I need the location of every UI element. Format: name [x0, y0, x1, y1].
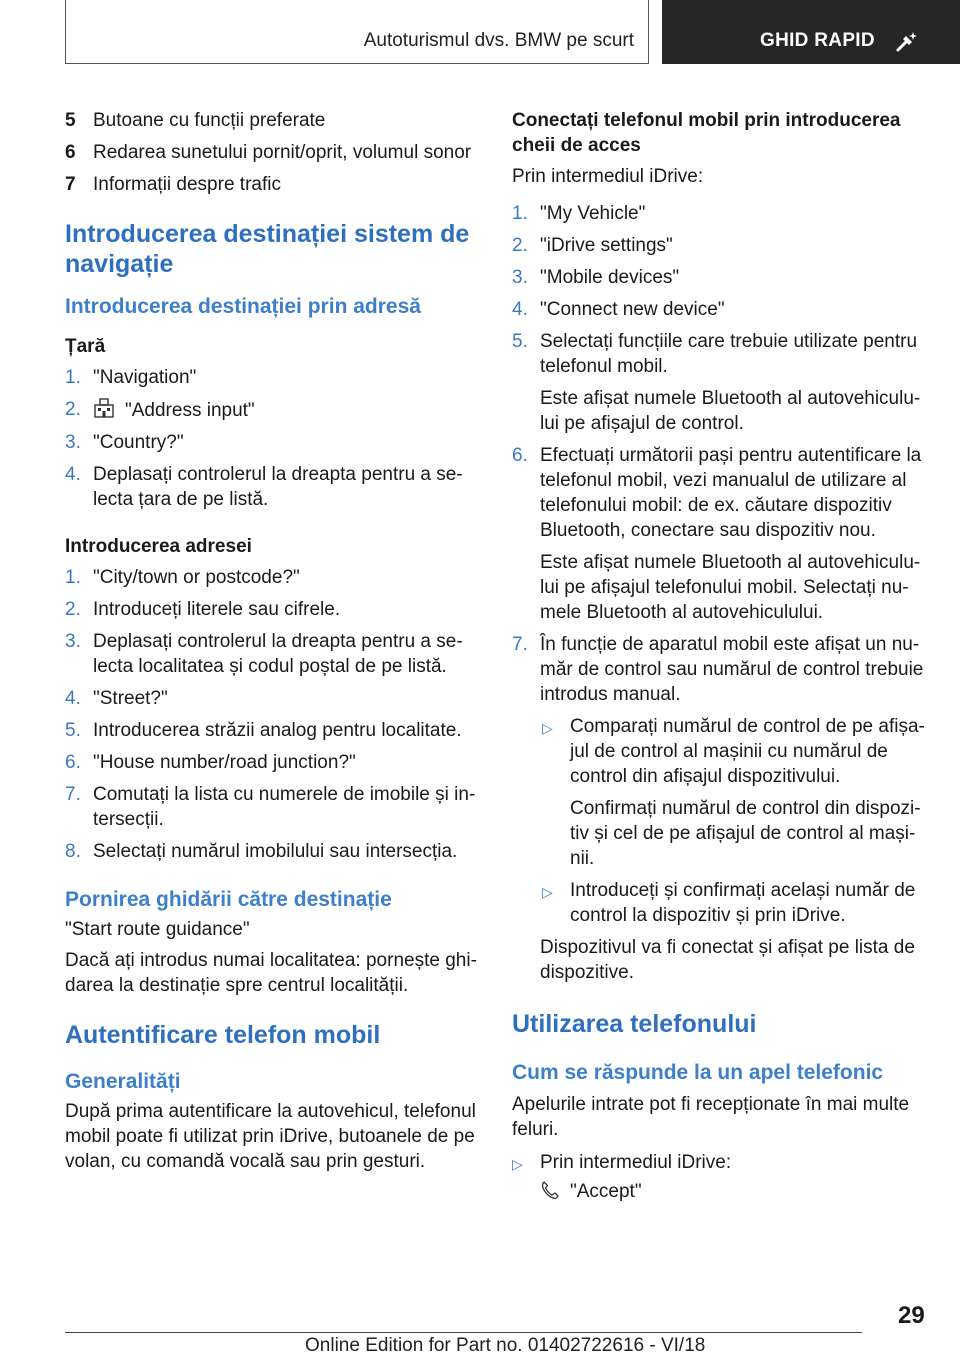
list-item	[65, 365, 477, 390]
step-number: 3.	[65, 631, 81, 652]
header-title-box	[65, 0, 649, 64]
step-number: 5.	[512, 331, 528, 352]
list-item	[512, 297, 930, 322]
left-column	[65, 108, 477, 1174]
triangle-bullet-icon: ▷	[542, 884, 553, 900]
step-text: Comutați la lista cu numerele de imobile și in-tersecții.	[93, 784, 476, 830]
heading-address-entry: Introducerea destinației prin adresă	[65, 295, 421, 318]
list-item	[65, 597, 477, 622]
guidance-command: "Start route guidance"	[65, 919, 250, 940]
step-text: "My Vehicle"	[540, 203, 646, 224]
step-number: 4.	[65, 688, 81, 709]
step-text: Deplasați controlerul la dreapta pentru a se-lecta țara de pe listă.	[93, 464, 463, 510]
step-number: 7.	[512, 634, 528, 655]
step-number: 4.	[65, 464, 81, 485]
heading-using-phone: Utilizarea telefonului	[512, 1010, 757, 1038]
heading-answer-call: Cum se răspunde la un apel telefonic	[512, 1061, 884, 1084]
legend-number: 5	[65, 110, 76, 131]
list-item	[65, 462, 477, 512]
guidance-text: Dacă ați introdus numai localitatea: pornește ghi-darea la destinație spre centrul localității.	[65, 950, 477, 996]
triangle-bullet-icon: ▷	[542, 720, 553, 736]
list-item	[512, 201, 930, 226]
legend-item	[65, 108, 477, 133]
legend-text: Redarea sunetului pornit/oprit, volumul sonor	[93, 142, 472, 163]
page-number: 29	[898, 1302, 925, 1329]
step-text: "Address input"	[125, 400, 255, 421]
phone-handset-icon	[540, 1180, 560, 1200]
list-item	[65, 629, 477, 679]
step-number: 1.	[65, 567, 81, 588]
step-text: Introducerea străzii analog pentru localitate.	[93, 720, 462, 741]
heading-general: Generalități	[65, 1070, 181, 1093]
step-number: 2.	[65, 599, 81, 620]
step-number: 7.	[65, 784, 81, 805]
step-text: Deplasați controlerul la dreapta pentru a se-lecta localitatea și codul poștal de pe listă.	[93, 631, 463, 677]
step-number: 8.	[65, 841, 81, 862]
list-item	[65, 782, 477, 832]
list-item	[65, 750, 477, 775]
step-number: 3.	[65, 432, 81, 453]
accept-text: "Accept"	[570, 1181, 642, 1202]
step-number: 2.	[65, 399, 81, 420]
header-title: Autoturismul dvs. BMW pe scurt	[363, 30, 634, 51]
list-item	[65, 565, 477, 590]
footer-divider	[65, 1332, 862, 1333]
step-number: 4.	[512, 299, 528, 320]
bullet-item	[512, 714, 930, 789]
heading-connect-phone: Conectați telefonul mobil prin introducerea cheii de acces	[512, 110, 901, 156]
step-text: Introduceți literele sau cifrele.	[93, 599, 341, 620]
legend-item	[65, 140, 477, 165]
header-badge: GHID RAPID	[760, 30, 875, 51]
legend-item	[65, 172, 477, 197]
heading-address-input: Introducerea adresei	[65, 536, 252, 557]
step-number: 2.	[512, 235, 528, 256]
heading-country: Țară	[65, 336, 106, 357]
legend-text: Butoane cu funcții preferate	[93, 110, 326, 131]
bullet-note: Confirmați numărul de control din dispozi-tiv și cel de pe afișajul de control al mași-nii.	[570, 798, 921, 869]
step-text: În funcție de aparatul mobil este afișat un nu-măr de control sau numărul de control trebuie introdus manual.	[540, 634, 924, 705]
list-item	[65, 686, 477, 711]
step-number: 6.	[65, 752, 81, 773]
general-text: După prima autentificare la autovehicul, telefonul mobil poate fi utilizat prin iDrive, butoanele de pe volan, cu comandă vocală sau prin gesturi.	[65, 1101, 476, 1172]
bullet-text: Introduceți și confirmați același număr de control la dispozitiv și prin iDrive.	[570, 880, 916, 926]
list-item	[65, 397, 477, 423]
triangle-bullet-icon: ▷	[512, 1156, 523, 1172]
bullet-item	[512, 878, 930, 928]
legend-number: 6	[65, 142, 76, 163]
list-item	[512, 329, 930, 379]
step-number: 6.	[512, 445, 528, 466]
legend-number: 7	[65, 174, 76, 195]
list-item	[65, 718, 477, 743]
footer-edition: Online Edition for Part no. 01402722616 - VI/18	[305, 1335, 706, 1356]
building-icon	[93, 397, 115, 419]
step-text: Selectați numărul imobilului sau intersecția.	[93, 841, 458, 862]
bullet-text: Comparați numărul de control de pe afișa-jul de control al mașinii cu numărul de control din afișajul dispozitivului.	[570, 716, 925, 787]
bullet-text: Prin intermediul iDrive:	[540, 1152, 732, 1173]
step-text: "Navigation"	[93, 367, 197, 388]
wrench-sparkle-icon	[894, 28, 920, 54]
step-text: Selectați funcțiile care trebuie utilizate pentru telefonul mobil.	[540, 331, 918, 377]
list-item	[65, 839, 477, 864]
list-item	[512, 233, 930, 258]
step-number: 1.	[512, 203, 528, 224]
step-number: 5.	[65, 720, 81, 741]
step-number: 1.	[65, 367, 81, 388]
list-item	[512, 265, 930, 290]
heading-navigation-entry: Introducerea destinației sistem de navigație	[65, 220, 470, 278]
step-text: "City/town or postcode?"	[93, 567, 300, 588]
accept-command	[512, 1179, 930, 1204]
header-badge-box	[662, 0, 960, 64]
list-item	[65, 430, 477, 455]
step-text: "Mobile devices"	[540, 267, 680, 288]
step-text: "Street?"	[93, 688, 168, 709]
answer-text: Apelurile intrate pot fi recepționate în mai multe feluri.	[512, 1094, 910, 1140]
list-item	[512, 632, 930, 707]
right-column	[512, 108, 930, 1204]
step-text: Efectuați următorii pași pentru autentificare la telefonul mobil, vezi manualul de utilizare al telefonului mobil: de ex. căutare dispozitiv Bluetooth, conectare sau dispozitiv nou.	[540, 445, 922, 541]
final-note: Dispozitivul va fi conectat și afișat pe lista de dispozitive.	[540, 937, 915, 983]
list-item	[512, 443, 930, 543]
step-text: "Country?"	[93, 432, 184, 453]
step-number: 3.	[512, 267, 528, 288]
via-idrive-text: Prin intermediul iDrive:	[512, 166, 704, 187]
heading-start-guidance: Pornirea ghidării către destinație	[65, 888, 392, 911]
step-text: "House number/road junction?"	[93, 752, 356, 773]
step-note: Este afișat numele Bluetooth al autovehiculu-lui pe afișajul de control.	[540, 388, 921, 434]
page-header	[0, 0, 960, 66]
step-note: Este afișat numele Bluetooth al autovehiculu-lui pe afișajul telefonului mobil. Selectați nu-mele Bluetooth al autovehiculului.	[540, 552, 921, 623]
legend-text: Informații despre trafic	[93, 174, 281, 195]
step-text: "Connect new device"	[540, 299, 725, 320]
bullet-item	[512, 1150, 930, 1175]
heading-phone-pairing: Autentificare telefon mobil	[65, 1021, 381, 1049]
step-text: "iDrive settings"	[540, 235, 673, 256]
